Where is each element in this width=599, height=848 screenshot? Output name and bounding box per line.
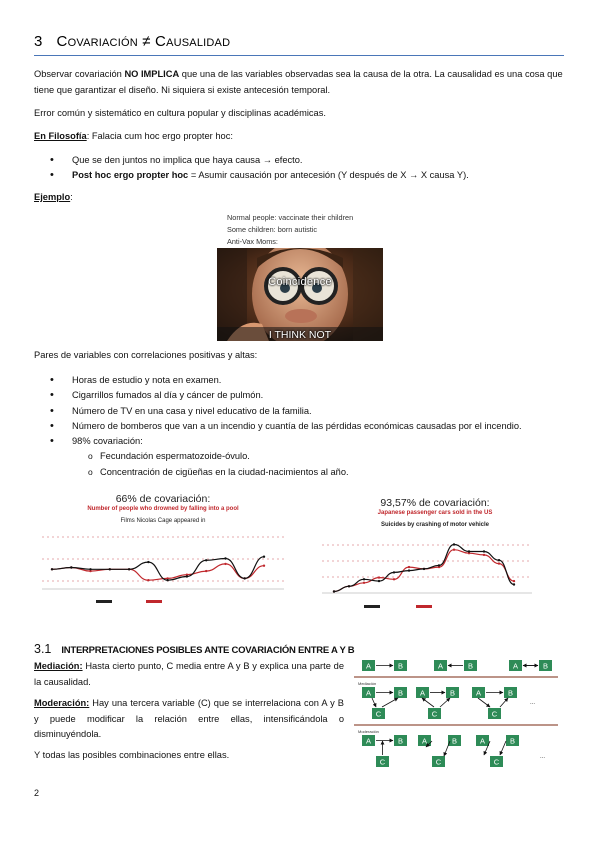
chart-title: 93,57% de covariación: bbox=[380, 497, 490, 509]
series-group bbox=[51, 556, 265, 582]
series-point bbox=[348, 585, 350, 587]
list-subitem: o Concentración de cigüeñas en la ciudad-nacimientos al año. bbox=[34, 465, 522, 480]
series-point bbox=[498, 559, 500, 561]
subsection-title bbox=[34, 640, 354, 658]
series-point bbox=[205, 570, 207, 572]
chart-subtitle-red: Japanese passenger cars sold in the US bbox=[377, 510, 493, 516]
list-item: • Horas de estudio y nota en examen. bbox=[34, 373, 522, 388]
meme-photo bbox=[217, 248, 383, 341]
subsection-heading: INTERPRETACIONES POSIBLES ANTE COVARIACIÓN ENTRE A Y B bbox=[61, 645, 355, 656]
series-point bbox=[378, 580, 380, 582]
series-point bbox=[483, 554, 485, 556]
chart-japanese-cars bbox=[304, 497, 566, 615]
diagram-node-label: A bbox=[512, 661, 519, 671]
diagram-node-label: A bbox=[421, 736, 428, 746]
meme-caption-coincidence: Coincidence bbox=[268, 276, 332, 288]
series-point bbox=[128, 568, 130, 570]
chart-cage-drowning bbox=[34, 493, 292, 613]
list-item: • Número de bomberos que van a un incendio y cuantía de las pérdidas económicas causadas por el incendio. bbox=[34, 419, 522, 434]
series-point bbox=[408, 569, 410, 571]
diagram-arrow bbox=[440, 698, 450, 707]
chart-plot bbox=[304, 535, 566, 615]
filosofia-label: En Filosofía bbox=[34, 131, 87, 141]
page-number: 2 bbox=[34, 788, 40, 798]
legend-swatch-black bbox=[96, 600, 112, 603]
pares-list bbox=[34, 373, 522, 480]
series-point bbox=[453, 549, 455, 551]
list-subitem: o Fecundación espermatozoide-óvulo. bbox=[34, 449, 522, 464]
diagram-node-label: B bbox=[467, 661, 474, 671]
list-item: • 98% covariación: bbox=[34, 434, 522, 449]
diagram-node-label: C bbox=[431, 709, 438, 719]
series-point bbox=[70, 566, 72, 568]
diagram-node-label: B bbox=[507, 688, 514, 698]
series-point bbox=[166, 579, 168, 581]
diagram-arrow bbox=[500, 741, 506, 755]
series-point bbox=[513, 583, 515, 585]
diagram-arrow bbox=[372, 698, 376, 707]
section-number: 3 bbox=[34, 33, 43, 50]
chart-subtitle-red: Number of people who drowned by falling into a pool bbox=[87, 506, 239, 512]
list-item: • Cigarrillos fumados al día y cáncer de pulmón. bbox=[34, 388, 522, 403]
series-point bbox=[498, 562, 500, 564]
legend-swatch-red bbox=[416, 605, 432, 608]
series-point bbox=[244, 577, 246, 579]
series-point bbox=[513, 580, 515, 582]
diagram-node-label: C bbox=[375, 709, 382, 719]
diagram-arrow bbox=[444, 741, 450, 756]
series-point bbox=[438, 564, 440, 566]
section-rule bbox=[34, 55, 564, 56]
error-paragraph: Error común y sistemático en cultura popular y disciplinas académicas. bbox=[34, 108, 326, 118]
diagram-node-label: A bbox=[365, 661, 372, 671]
diagram-arrow bbox=[478, 698, 490, 707]
subsection-number: 3.1 bbox=[34, 642, 52, 656]
ejemplo-label: Ejemplo bbox=[34, 192, 71, 202]
series-point bbox=[363, 582, 365, 584]
chart-subtitle-black: Suicides by crashing of motor vehicle bbox=[380, 522, 490, 528]
legend-swatch-red bbox=[146, 600, 162, 603]
series-point bbox=[423, 568, 425, 570]
series-point bbox=[205, 559, 207, 561]
chart-title: 66% de covariación: bbox=[115, 493, 211, 505]
series-point bbox=[378, 576, 380, 578]
series-point bbox=[224, 557, 226, 559]
intro-paragraph: Observar covariación NO IMPLICA que una de las variables observadas sea la causa de la otra. La causalidad es una cosa que tiene que garantizar el diseño. Ni siquiera si existe antecesión temporal. bbox=[34, 69, 563, 95]
diagram-node-label: B bbox=[397, 688, 404, 698]
diagram-ellipsis: ... bbox=[540, 754, 546, 760]
diagram-arrow bbox=[382, 698, 398, 707]
series-point bbox=[363, 578, 365, 580]
filosofia-list bbox=[34, 153, 469, 184]
series-point bbox=[333, 590, 335, 592]
chart-plot bbox=[34, 529, 292, 613]
diagram-node-label: C bbox=[379, 757, 386, 767]
series-line bbox=[334, 550, 514, 592]
gridlines bbox=[42, 537, 284, 581]
series-point bbox=[89, 568, 91, 570]
diagram-node-label: B bbox=[542, 661, 549, 671]
series-point bbox=[263, 565, 265, 567]
moderacion-paragraph: Moderación: Hay una tercera variable (C) que se interrelaciona con A y B y puede modificar la relación entre ellas, intensificándola o disminuyéndola. bbox=[34, 698, 344, 739]
diagram-node-label: B bbox=[509, 736, 516, 746]
diagram-node-label: A bbox=[475, 688, 482, 698]
mediacion-paragraph: Mediación: Hasta cierto punto, C media entre A y B y explica una parte de la causalidad. bbox=[34, 661, 344, 687]
meme-line-1: Normal people: vaccinate their children bbox=[227, 213, 354, 222]
series-line bbox=[52, 557, 264, 581]
diagram-node-label: C bbox=[491, 709, 498, 719]
diagram-node-label: A bbox=[365, 736, 372, 746]
section-title: 3 COVARIACIÓN ≠ CAUSALIDAD bbox=[34, 33, 231, 50]
diagram-node-label: A bbox=[419, 688, 426, 698]
list-item: • Post hoc ergo propter hoc = Asumir causación por antecesión (Y después de X → X causa Y). bbox=[34, 168, 469, 183]
series-point bbox=[186, 575, 188, 577]
diagram-node-label: A bbox=[365, 688, 372, 698]
series-point bbox=[453, 543, 455, 545]
series-point bbox=[483, 550, 485, 552]
diagram-node-label: C bbox=[435, 757, 442, 767]
diagram-node-label: A bbox=[479, 736, 486, 746]
series-point bbox=[224, 563, 226, 565]
diagram-arrow bbox=[422, 698, 434, 707]
filosofia-paragraph: En Filosofía: Falacia cum hoc ergo propter hoc: bbox=[34, 131, 233, 141]
meme-line-3: Anti-Vax Moms: bbox=[227, 237, 278, 246]
meme-caption-think-not: I THINK NOT bbox=[268, 329, 332, 341]
diagram-arrow bbox=[500, 698, 508, 707]
diagram-node-label: C bbox=[493, 757, 500, 767]
diagram-node-label: B bbox=[397, 736, 404, 746]
diagram-node-label: A bbox=[437, 661, 444, 671]
chart-subtitle-black: Films Nicolas Cage appeared in bbox=[120, 518, 206, 524]
diagram-row-label: Mediación bbox=[358, 681, 377, 686]
series-point bbox=[147, 579, 149, 581]
series-point bbox=[109, 568, 111, 570]
ejemplo-paragraph: Ejemplo: bbox=[34, 192, 73, 202]
series-point bbox=[51, 568, 53, 570]
ab-relations-diagram bbox=[354, 650, 564, 778]
legend-swatch-black bbox=[364, 605, 380, 608]
list-item: • Que se den juntos no implica que haya causa → efecto. bbox=[34, 153, 469, 168]
series-point bbox=[408, 566, 410, 568]
series-group bbox=[333, 543, 515, 592]
diagram-nodes bbox=[362, 660, 552, 767]
series-point bbox=[393, 578, 395, 580]
diagram-ellipsis: ... bbox=[530, 700, 536, 706]
list-item: • Número de TV en una casa y nivel educativo de la familia. bbox=[34, 404, 522, 419]
diagram-node-label: B bbox=[451, 736, 458, 746]
series-point bbox=[393, 571, 395, 573]
series-point bbox=[468, 550, 470, 552]
meme-image bbox=[217, 212, 383, 341]
series-point bbox=[147, 561, 149, 563]
closing-paragraph: Y todas las posibles combinaciones entre ellas. bbox=[34, 750, 230, 760]
diagram-node-label: B bbox=[397, 661, 404, 671]
meme-line-2: Some children: born autistic bbox=[227, 225, 318, 234]
diagram-row-label: Moderación bbox=[358, 729, 379, 734]
pares-intro: Pares de variables con correlaciones positivas y altas: bbox=[34, 350, 258, 360]
series-point bbox=[263, 556, 265, 558]
diagram-node-label: B bbox=[449, 688, 456, 698]
